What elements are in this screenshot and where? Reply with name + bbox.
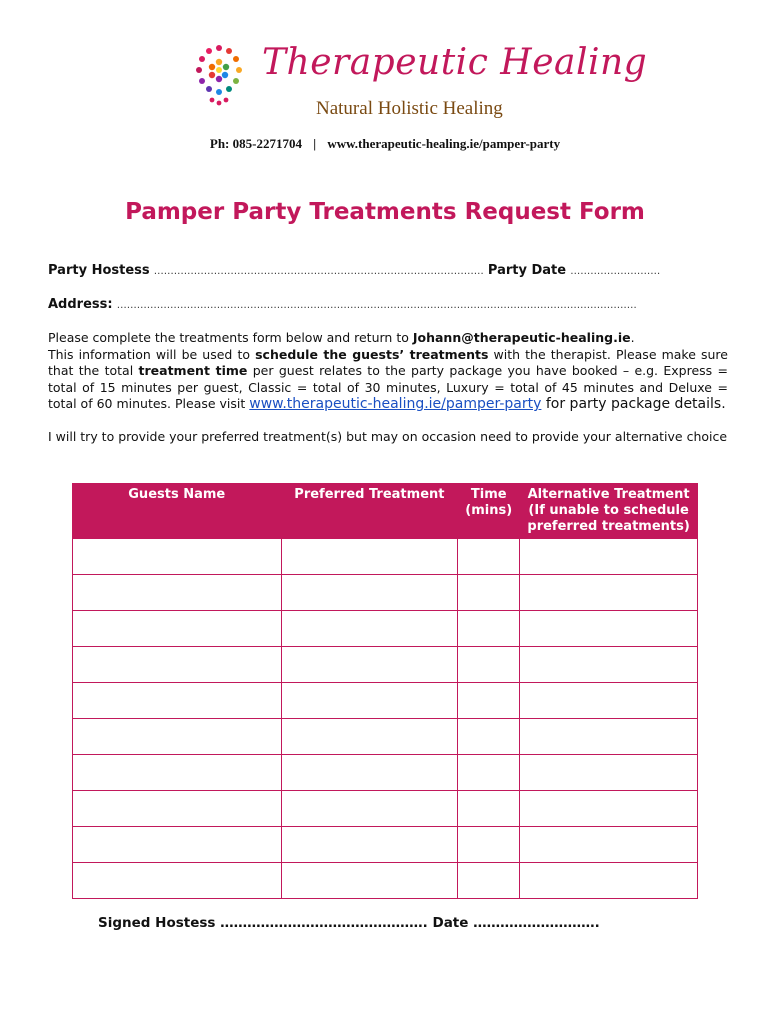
instructions-text: for party package details.	[541, 396, 726, 412]
signature-line	[98, 915, 600, 931]
time-cell[interactable]	[458, 575, 520, 611]
signature-date-field[interactable]: ……………………….	[473, 915, 600, 931]
signed-hostess-label: Signed Hostess	[98, 915, 216, 931]
alt-header-line: preferred treatments)	[527, 519, 690, 534]
party-hostess-label: Party Hostess	[48, 263, 150, 278]
address-label: Address:	[48, 297, 113, 312]
table-row	[73, 611, 698, 647]
preferred-treatment-cell[interactable]	[281, 827, 458, 863]
preferred-treatment-cell[interactable]	[281, 719, 458, 755]
party-hostess-line	[48, 263, 708, 278]
time-header-line: Time	[470, 487, 507, 502]
time-cell[interactable]	[458, 611, 520, 647]
instructions-text: This information will be used to	[48, 346, 256, 362]
preferred-treatment-cell[interactable]	[281, 575, 458, 611]
alternative-treatment-cell[interactable]	[520, 539, 698, 575]
table-row	[73, 683, 698, 719]
alternative-treatment-cell[interactable]	[520, 791, 698, 827]
time-header-line: (mins)	[465, 503, 513, 518]
alternative-treatment-cell[interactable]	[520, 719, 698, 755]
signed-hostess-field[interactable]: ……………………………………….	[220, 915, 428, 931]
preferred-treatment-cell[interactable]	[281, 539, 458, 575]
alt-header-line: (If unable to schedule	[528, 503, 689, 518]
table-row	[73, 827, 698, 863]
table-row	[73, 755, 698, 791]
instructions-bold: treatment time	[138, 363, 248, 378]
alternative-treatment-cell[interactable]	[520, 683, 698, 719]
logo	[190, 40, 648, 130]
preferred-treatment-cell[interactable]	[281, 647, 458, 683]
alternative-treatment-header	[520, 484, 698, 539]
time-cell[interactable]	[458, 827, 520, 863]
preferred-treatment-cell[interactable]	[281, 791, 458, 827]
phone-number: Ph: 085-2271704	[209, 136, 302, 151]
preferred-treatment-header: Preferred Treatment	[281, 484, 458, 539]
alternative-treatment-cell[interactable]	[520, 755, 698, 791]
package-details-link[interactable]: www.therapeutic-healing.ie/pamper-party	[249, 396, 542, 412]
preferred-treatment-cell[interactable]	[281, 755, 458, 791]
contact-line	[0, 136, 770, 152]
table-header-row	[73, 484, 698, 539]
table-row	[73, 719, 698, 755]
table-body	[73, 539, 698, 899]
guest-name-cell[interactable]	[73, 827, 282, 863]
alternative-treatment-cell[interactable]	[520, 647, 698, 683]
guest-name-cell[interactable]	[73, 611, 282, 647]
instructions-text: Please complete the treatments form below and return to	[48, 330, 413, 345]
time-header	[458, 484, 520, 539]
guest-name-cell[interactable]	[73, 755, 282, 791]
guest-name-cell[interactable]	[73, 539, 282, 575]
treatments-table	[72, 483, 698, 899]
contact-email: Johann@therapeutic-healing.ie	[412, 330, 631, 345]
instructions-text: per guest relates to the party package you have booked – e.g. Express = total of 15 minutes per guest, Classic = total of 30 minutes, Luxury = total of 45 minutes and Deluxe = total of 60 minutes. Please visit	[48, 363, 728, 411]
time-cell[interactable]	[458, 647, 520, 683]
time-cell[interactable]	[458, 791, 520, 827]
time-cell[interactable]	[458, 683, 520, 719]
signature-date-label: Date	[432, 915, 469, 931]
party-hostess-field[interactable]: ………………………………………………………………………………………	[153, 266, 484, 277]
alternative-treatment-cell[interactable]	[520, 611, 698, 647]
form-title: Pamper Party Treatments Request Form	[125, 199, 645, 225]
time-cell[interactable]	[458, 755, 520, 791]
table-row	[73, 539, 698, 575]
website-link[interactable]: www.therapeutic-healing.ie/pamper-party	[327, 136, 561, 151]
guest-name-cell[interactable]	[73, 575, 282, 611]
alternative-note: I will try to provide your preferred treatment(s) but may on occasion need to provide your alternative choice	[48, 429, 728, 444]
time-cell[interactable]	[458, 863, 520, 899]
guest-name-cell[interactable]	[73, 647, 282, 683]
preferred-treatment-cell[interactable]	[281, 683, 458, 719]
guest-name-cell[interactable]	[73, 863, 282, 899]
guest-name-cell[interactable]	[73, 683, 282, 719]
contact-separator: |	[313, 136, 317, 151]
table-row	[73, 575, 698, 611]
guest-name-cell[interactable]	[73, 719, 282, 755]
instructions-paragraph	[48, 330, 728, 413]
instructions-bold: schedule the guests’ treatments	[255, 346, 489, 362]
party-date-label: Party Date	[487, 263, 567, 278]
preferred-treatment-cell[interactable]	[281, 863, 458, 899]
alternative-treatment-cell[interactable]	[520, 863, 698, 899]
heart-circle-logo-icon	[190, 40, 248, 110]
preferred-treatment-cell[interactable]	[281, 611, 458, 647]
alt-header-line: Alternative Treatment	[527, 487, 690, 502]
alternative-treatment-cell[interactable]	[520, 575, 698, 611]
party-date-field[interactable]: ………………………	[570, 266, 661, 277]
guest-name-header: Guests Name	[73, 484, 282, 539]
logo-subtitle: Natural Holistic Healing	[316, 98, 503, 119]
address-line	[48, 297, 708, 312]
logo-title: Therapeutic Healing	[262, 42, 648, 83]
time-cell[interactable]	[458, 539, 520, 575]
table-row	[73, 863, 698, 899]
address-field[interactable]: …………………………………………………………………………………………………………………………………………	[116, 300, 637, 311]
table-row	[73, 791, 698, 827]
guest-name-cell[interactable]	[73, 791, 282, 827]
instructions-text: with the therapist. Please make sure that the total	[48, 346, 728, 378]
table-row	[73, 647, 698, 683]
instructions-text: .	[630, 330, 635, 345]
alternative-treatment-cell[interactable]	[520, 827, 698, 863]
time-cell[interactable]	[458, 719, 520, 755]
